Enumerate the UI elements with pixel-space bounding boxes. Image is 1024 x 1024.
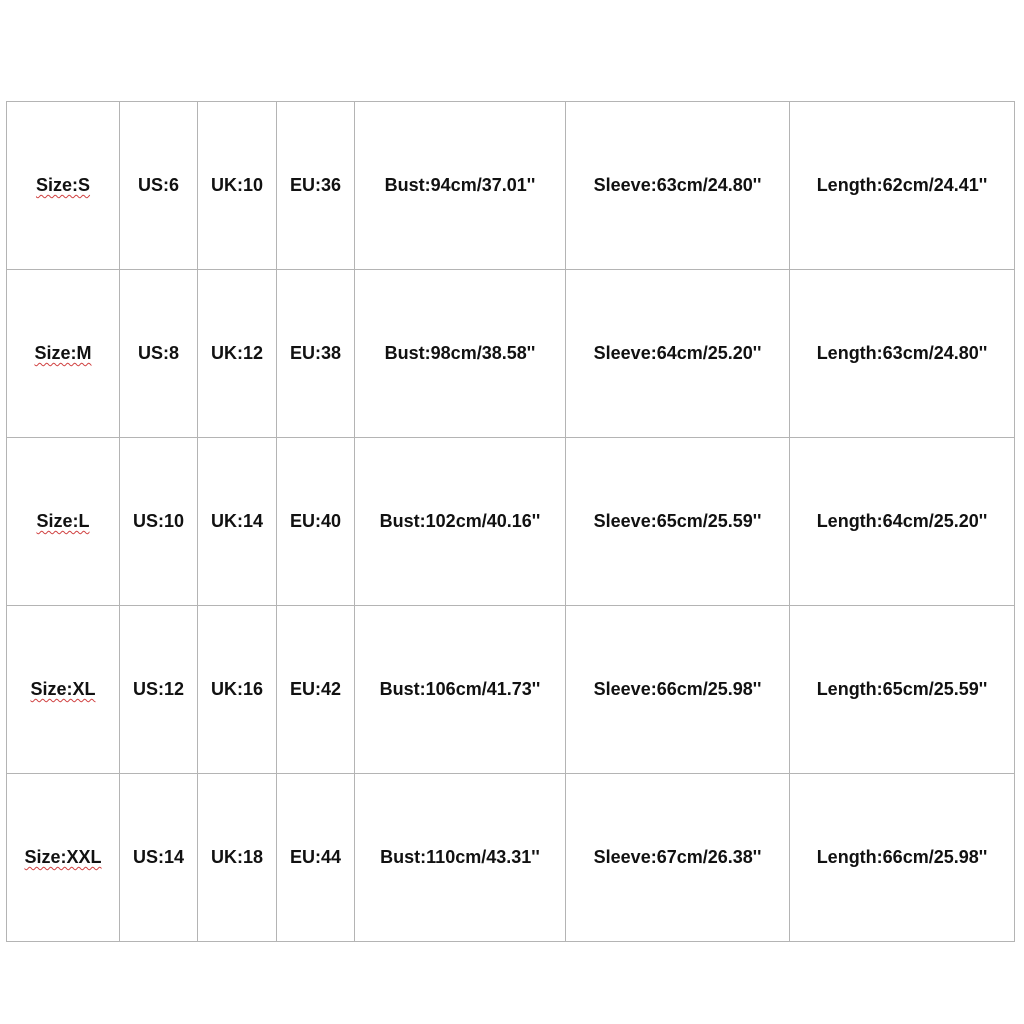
us-size-cell: US:14: [120, 774, 198, 942]
sleeve-cell: Sleeve:64cm/25.20'': [566, 270, 790, 438]
bust-cell: Bust:94cm/37.01'': [355, 102, 566, 270]
length-cell: Length:66cm/25.98'': [790, 774, 1015, 942]
us-size-cell: US:10: [120, 438, 198, 606]
uk-size-cell: UK:14: [198, 438, 277, 606]
uk-size-cell: UK:16: [198, 606, 277, 774]
sleeve-cell: Sleeve:63cm/24.80'': [566, 102, 790, 270]
us-size-cell: US:8: [120, 270, 198, 438]
length-cell: Length:62cm/24.41'': [790, 102, 1015, 270]
us-size-cell: US:12: [120, 606, 198, 774]
uk-size-cell: UK:18: [198, 774, 277, 942]
bust-cell: Bust:106cm/41.73'': [355, 606, 566, 774]
sleeve-cell: Sleeve:65cm/25.59'': [566, 438, 790, 606]
eu-size-cell: EU:36: [277, 102, 355, 270]
size-cell: Size:S: [7, 102, 120, 270]
length-cell: Length:65cm/25.59'': [790, 606, 1015, 774]
uk-size-cell: UK:12: [198, 270, 277, 438]
bust-cell: Bust:98cm/38.58'': [355, 270, 566, 438]
size-cell: Size:M: [7, 270, 120, 438]
table-row: [7, 270, 1015, 438]
sleeve-cell: Sleeve:66cm/25.98'': [566, 606, 790, 774]
eu-size-cell: EU:38: [277, 270, 355, 438]
table-row: [7, 606, 1015, 774]
length-cell: Length:64cm/25.20'': [790, 438, 1015, 606]
table-row: [7, 438, 1015, 606]
eu-size-cell: EU:44: [277, 774, 355, 942]
sleeve-cell: Sleeve:67cm/26.38'': [566, 774, 790, 942]
us-size-cell: US:6: [120, 102, 198, 270]
bust-cell: Bust:102cm/40.16'': [355, 438, 566, 606]
eu-size-cell: EU:42: [277, 606, 355, 774]
bust-cell: Bust:110cm/43.31'': [355, 774, 566, 942]
table-row: [7, 102, 1015, 270]
size-chart-table: [6, 101, 1015, 942]
length-cell: Length:63cm/24.80'': [790, 270, 1015, 438]
size-cell: Size:XXL: [7, 774, 120, 942]
eu-size-cell: EU:40: [277, 438, 355, 606]
size-cell: Size:L: [7, 438, 120, 606]
size-cell: Size:XL: [7, 606, 120, 774]
uk-size-cell: UK:10: [198, 102, 277, 270]
table-row: [7, 774, 1015, 942]
